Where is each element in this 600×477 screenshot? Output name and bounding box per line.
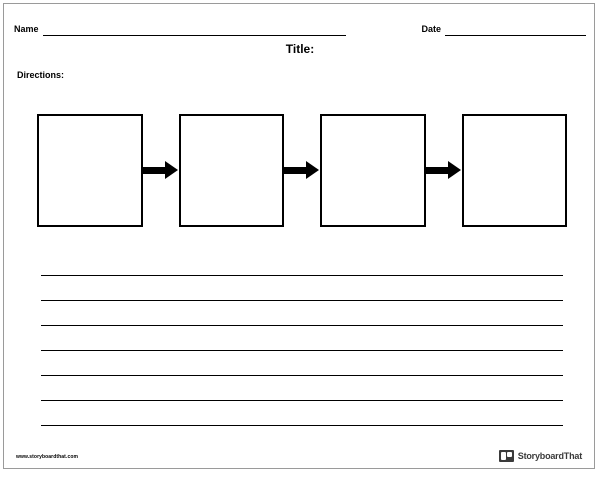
arrow-shaft bbox=[143, 167, 167, 174]
sequence-box-3[interactable] bbox=[320, 114, 426, 227]
directions-label: Directions: bbox=[17, 70, 65, 80]
writing-line[interactable] bbox=[41, 301, 563, 326]
writing-line[interactable] bbox=[41, 401, 563, 426]
writing-line[interactable] bbox=[41, 251, 563, 276]
header-row bbox=[4, 16, 596, 36]
page-title: Title: bbox=[285, 42, 315, 56]
footer-brand bbox=[499, 450, 582, 462]
footer-url: www.storyboardthat.com bbox=[16, 454, 79, 460]
name-field[interactable] bbox=[14, 24, 346, 36]
writing-line[interactable] bbox=[41, 276, 563, 301]
sequence-box-2[interactable] bbox=[179, 114, 285, 227]
worksheet-sheet bbox=[3, 3, 595, 469]
arrow-shaft bbox=[426, 167, 450, 174]
name-write-line[interactable] bbox=[43, 24, 346, 36]
writing-line[interactable] bbox=[41, 326, 563, 351]
storyboard-logo-icon bbox=[499, 450, 514, 462]
arrow-head bbox=[306, 161, 319, 179]
arrow-head bbox=[448, 161, 461, 179]
arrow-right-icon bbox=[143, 161, 179, 179]
sequence-row bbox=[37, 113, 567, 227]
arrow-right-icon bbox=[426, 161, 462, 179]
sequence-box-4[interactable] bbox=[462, 114, 568, 227]
name-label: Name bbox=[14, 24, 39, 34]
date-write-line[interactable] bbox=[445, 24, 586, 36]
writing-line[interactable] bbox=[41, 376, 563, 401]
arrow-shaft bbox=[284, 167, 308, 174]
date-field[interactable] bbox=[421, 24, 586, 36]
sequence-box-1[interactable] bbox=[37, 114, 143, 227]
arrow-right-icon bbox=[284, 161, 320, 179]
footer-brand-text: StoryboardThat bbox=[517, 451, 582, 461]
writing-line[interactable] bbox=[41, 351, 563, 376]
date-label: Date bbox=[421, 24, 441, 34]
arrow-head bbox=[165, 161, 178, 179]
writing-lines bbox=[41, 251, 563, 426]
